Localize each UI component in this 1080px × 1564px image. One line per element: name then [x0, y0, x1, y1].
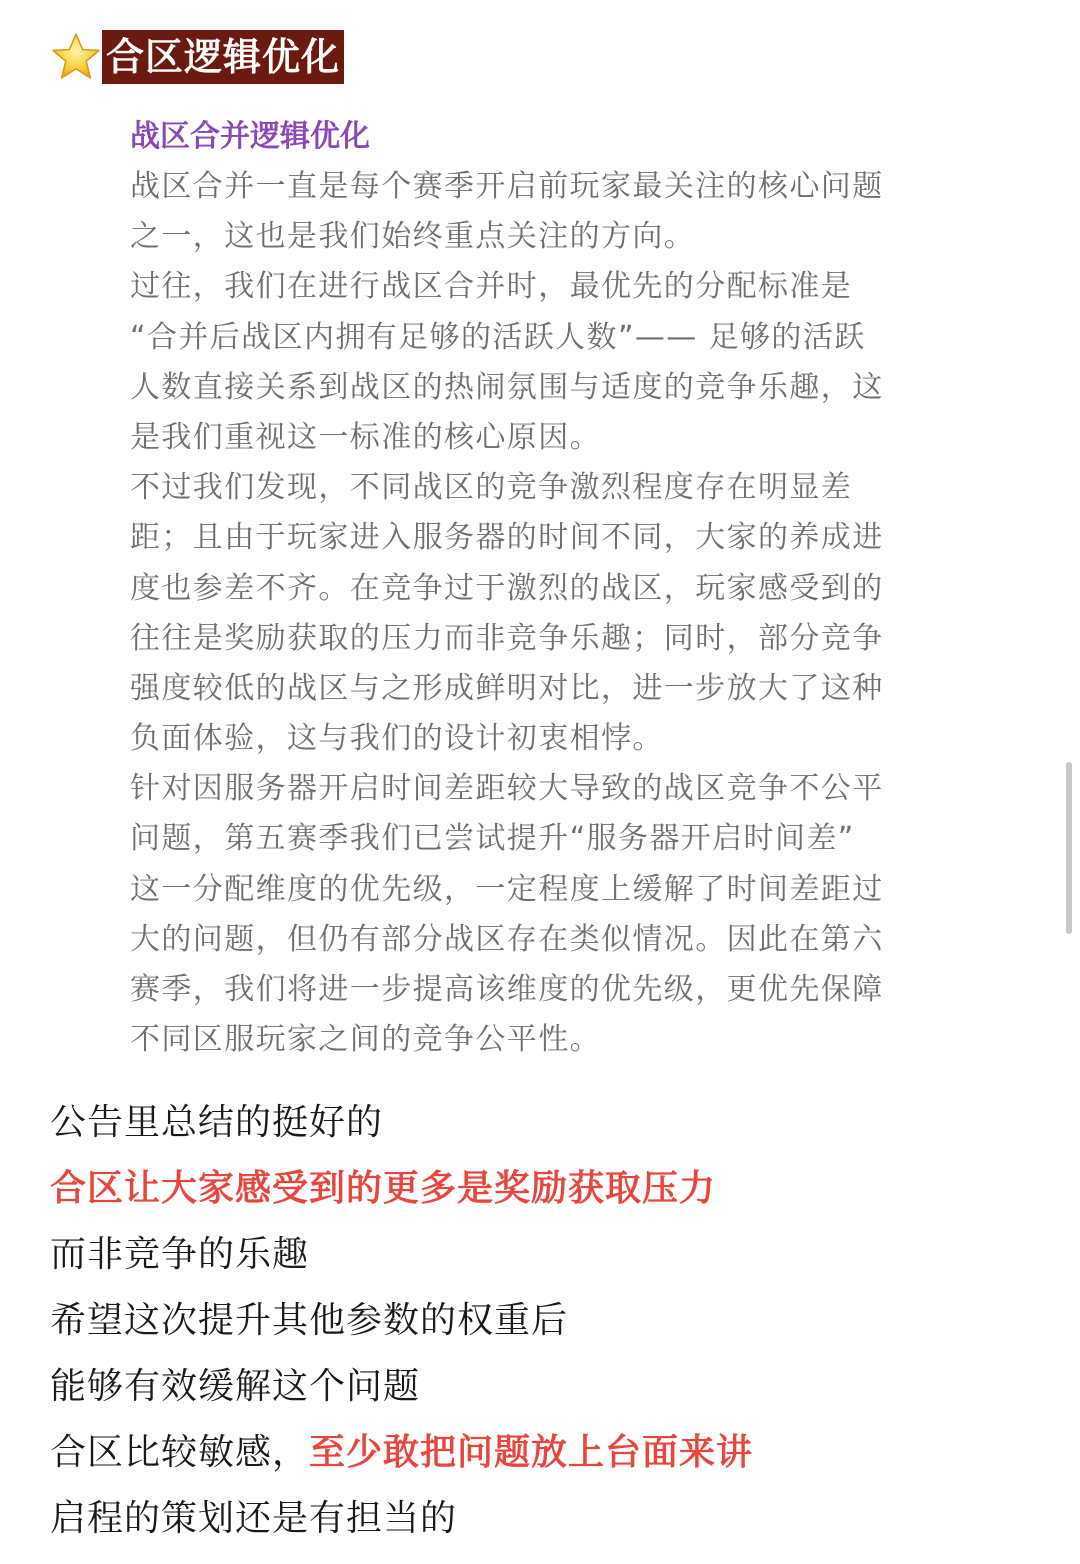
announcement-line: 是我们重视这一标准的核心原因。: [130, 419, 601, 455]
announcement-line: 距；且由于玩家进入服务器的时间不同，大家的养成进: [130, 520, 884, 556]
announcement-line: 大的问题，但仍有部分战区存在类似情况。因此在第六: [130, 921, 884, 957]
announcement-line: 这一分配维度的优先级，一定程度上缓解了时间差距过: [130, 871, 884, 907]
star-icon: [50, 31, 102, 83]
announcement-line: 问题，第五赛季我们已尝试提升“服务器开启时间差”: [130, 821, 855, 857]
announcement-line: 赛季，我们将进一步提高该维度的优先级，更优先保障: [130, 972, 884, 1007]
quoted-announcement: [130, 112, 955, 1065]
announcement-line: 过往，我们在进行战区合并时，最优先的分配标准是: [130, 269, 853, 305]
announcement-line: 强度较低的战区与之形成鲜明对比，进一步放大了这种: [130, 670, 884, 706]
announcement-line: 不同区服玩家之间的竞争公平性。: [130, 1022, 601, 1058]
announcement-line: “合并后战区内拥有足够的活跃人数”—— 足够的活跃: [130, 319, 866, 355]
comment-line: 启程的策划还是有担当的: [50, 1498, 458, 1539]
comment-highlight: 合区让大家感受到的更多是奖励获取压力: [50, 1168, 717, 1209]
announcement-line: 度也参差不齐。在竞争过于激烈的战区，玩家感受到的: [130, 570, 884, 606]
comment-line-mixed: [50, 1420, 1030, 1486]
post-header: [50, 30, 344, 84]
announcement-line: 负面体验，这与我们的设计初衷相悖。: [130, 721, 664, 757]
announcement-line: 不过我们发现，不同战区的竞争激烈程度存在明显差: [130, 470, 853, 506]
announcement-line: 针对因服务器开启时间差距较大导致的战区竞争不公平: [130, 771, 884, 807]
announcement-line: 战区合并一直是每个赛季开启前玩家最关注的核心问题: [130, 169, 884, 204]
announcement-line: 人数直接关系到战区的热闹氛围与适度的竞争乐趣，这: [130, 369, 884, 405]
scrollbar[interactable]: [1066, 762, 1072, 934]
comment-line: 希望这次提升其他参数的权重后: [50, 1300, 569, 1341]
announcement-line: 往往是奖励获取的压力而非竞争乐趣；同时，部分竞争: [130, 620, 884, 656]
comment-line: 而非竞争的乐趣: [50, 1234, 310, 1275]
comment-line: 公告里总结的挺好的: [50, 1102, 384, 1143]
comment-line: 能够有效缓解这个问题: [50, 1366, 421, 1407]
comment-text: 合区比较敏感，: [50, 1432, 310, 1473]
post-comment: [50, 1090, 1030, 1552]
announcement-title: 战区合并逻辑优化: [130, 119, 370, 154]
comment-highlight: 至少敢把问题放上台面来讲: [309, 1432, 754, 1473]
announcement-line: 之一，这也是我们始终重点关注的方向。: [130, 219, 696, 255]
section-title: 合区逻辑优化: [102, 30, 344, 84]
